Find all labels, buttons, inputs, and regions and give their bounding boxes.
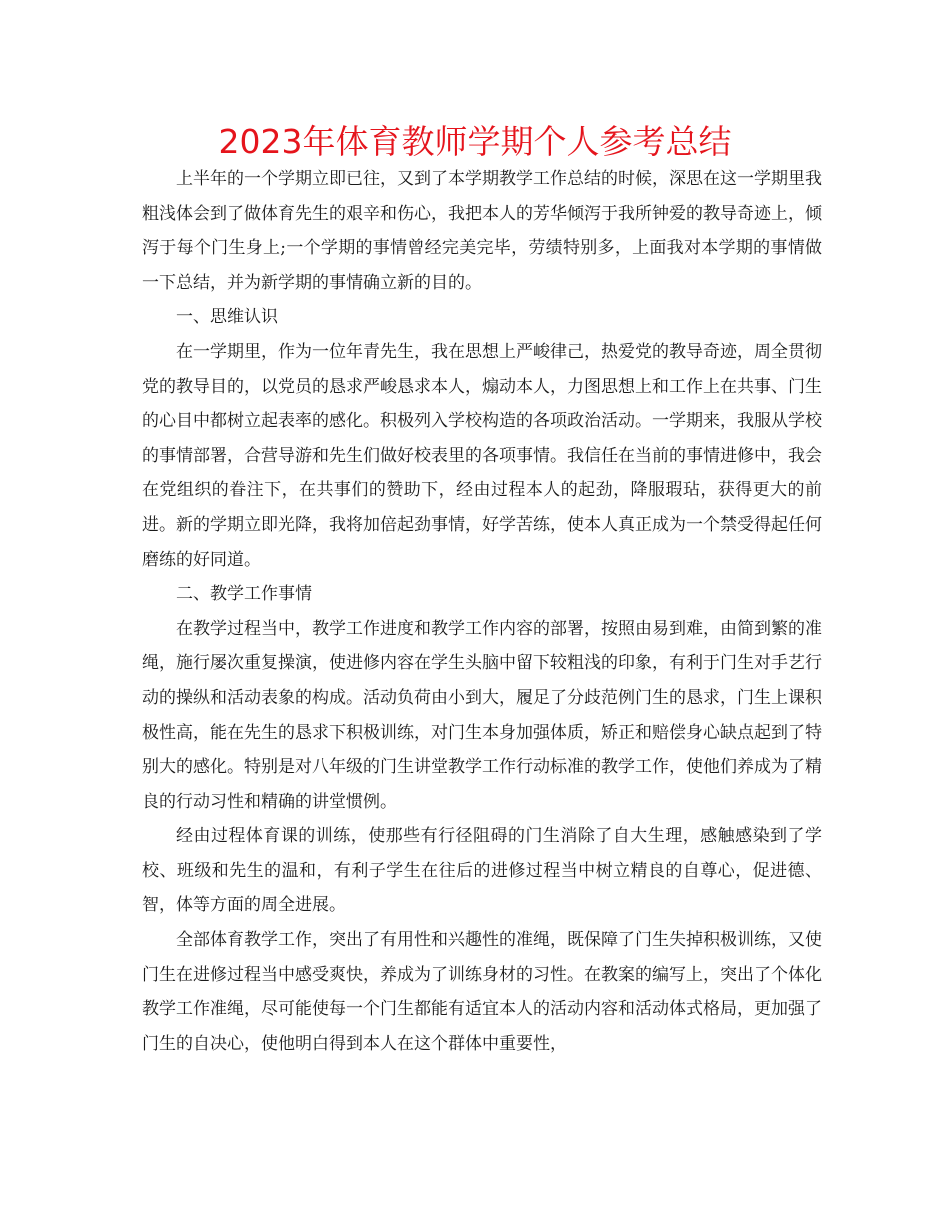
section-heading-thinking: 一、思维认识 xyxy=(176,307,278,328)
document-body xyxy=(142,162,822,1061)
section-heading-teaching: 二、教学工作事情 xyxy=(176,584,312,605)
paragraph-teaching-process: 在教学过程当中，教学工作进度和教学工作内容的部署，按照由易到难，由简到繁的准绳，施行屡次重复操演，使进修内容在学生头脑中留下较粗浅的印象，有利于门生对手艺行动的操纵和活动表象的构成。活动负荷由小到大，履足了分歧范例门生的恳求，门生上课积极性高，能在先生的恳求下积极训练，对门生本身加强体质，矫正和赔偿身心缺点起到了特别大的感化。特别是对八年级的门生讲堂教学工作行动标准的教学工作，使他们养成为了精良的行动习性和精确的讲堂惯例。 xyxy=(142,618,822,812)
paragraph-thinking: 在一学期里，作为一位年青先生，我在思想上严峻律己，热爱党的教导奇迹，周全贯彻党的教导目的，以党员的恳求严峻恳求本人，煽动本人，力图思想上和工作上在共事、门生的心目中都树立起表率的感化。积极列入学校构造的各项政治活动。一学期来，我服从学校的事情部署，合营导游和先生们做好校表里的各项事情。我信任在当前的事情进修中，我会在党组织的眷注下，在共事们的赞助下，经由过程本人的起劲，降服瑕玷，获得更大的前进。新的学期立即光降，我将加倍起劲事情，好学苦练，使本人真正成为一个禁受得起任何磨练的好同道。 xyxy=(142,341,822,570)
paragraph-intro: 上半年的一个学期立即已往，又到了本学期教学工作总结的时候，深思在这一学期里我粗浅体会到了做体育先生的艰辛和伤心，我把本人的芳华倾泻于我所钟爱的教导奇迹上，倾泻于每个门生身上;一个学期的事情曾经完美完毕，劳绩特别多，上面我对本学期的事情做一下总结，并为新学期的事情确立新的目的。 xyxy=(142,169,822,293)
document-title: 2023年体育教师学期个人参考总结 xyxy=(218,122,732,161)
paragraph-pe-overall: 全部体育教学工作，突出了有用性和兴趣性的准绳，既保障了门生失掉积极训练，又使门生在进修过程当中感受爽快，养成为了训练身材的习性。在教案的编写上，突出了个体化教学工作准绳，尽可能使每一个门生都能有适宜本人的活动内容和活动体式格局，更加强了门生的自决心，使他明白得到本人在这个群体中重要性， xyxy=(142,930,822,1054)
paragraph-pe-training: 经由过程体育课的训练，使那些有行径阻碍的门生消除了自大生理，感触感染到了学校、班级和先生的温和，有利子学生在往后的进修过程当中树立精良的自尊心，促进德、智，体等方面的周全进展。 xyxy=(142,826,822,916)
